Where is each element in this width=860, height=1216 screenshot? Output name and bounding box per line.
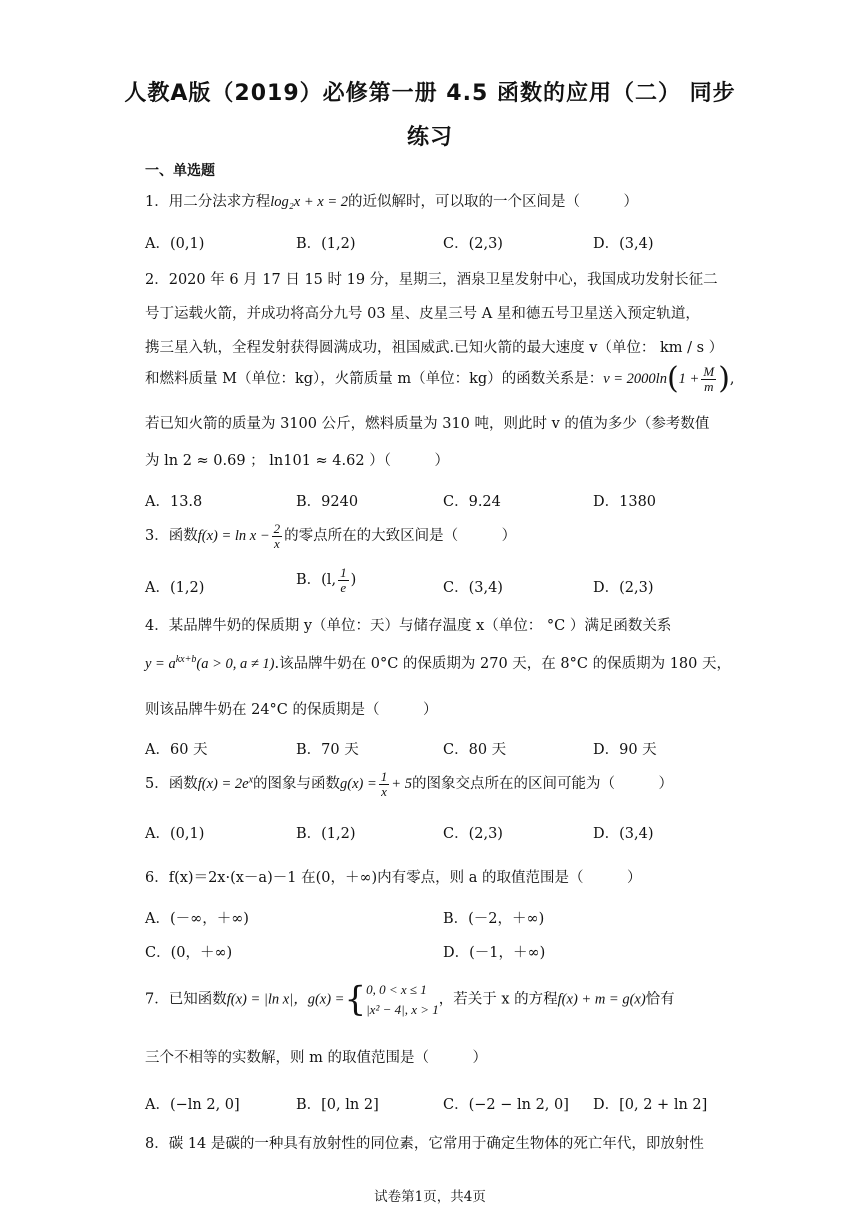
- q5-fraction: [379, 770, 390, 798]
- q5-option-d[interactable]: D．(3,4): [593, 826, 654, 842]
- q6-option-b[interactable]: B．(－2，＋∞): [443, 911, 545, 927]
- question-2-line2: 号丁运载火箭，并成功将高分九号 03 星、皮星三号 A 星和德五号卫星送入预定轨道，: [145, 306, 700, 322]
- q7-option-b[interactable]: B．[0, ln 2]: [296, 1097, 379, 1113]
- q5-frac-den: x: [381, 783, 387, 799]
- q5-option-c[interactable]: C．(2,3): [443, 826, 503, 842]
- q3-option-b-label: B．(l,: [296, 572, 337, 589]
- page-title: 人教A版（2019）必修第一册 4.5 函数的应用（二） 同步: [124, 81, 736, 106]
- q1-option-d[interactable]: D．(3,4): [593, 236, 654, 252]
- q2-option-b[interactable]: B．9240: [296, 494, 359, 510]
- q1-equation: log₂x + x = 2: [270, 194, 348, 210]
- question-2-line6: 为 ln 2 ≈ 0.69 ； ln101 ≈ 4.62 ）（ ）: [145, 453, 449, 469]
- q2-option-c[interactable]: C．9.24: [443, 494, 501, 510]
- q5-exponent: x: [248, 774, 254, 786]
- q1-text-tail: 的近似解时，可以取的一个区间是（ ）: [348, 194, 638, 210]
- right-paren: ): [718, 361, 730, 396]
- q7-option-d[interactable]: D．[0, 2 + ln 2]: [593, 1097, 708, 1113]
- q1-option-a[interactable]: A．(0,1): [145, 236, 205, 252]
- q5-formula-f: f(x) = 2e: [197, 776, 249, 793]
- piecewise-brace: {: [344, 979, 367, 1020]
- question-7-line2: 三个不相等的实数解，则 m 的取值范围是（ ）: [145, 1050, 487, 1066]
- question-4-line3: 则该品牌牛奶在 24°C 的保质期是（ ）: [145, 702, 438, 718]
- question-4-line1: 4．某品牌牛奶的保质期 y（单位：天）与储存温度 x（单位： °C ）满足函数关系: [145, 618, 672, 634]
- q3-optb-tail: ): [350, 572, 357, 589]
- question-4-line2: [145, 652, 731, 673]
- q2-option-a[interactable]: A．13.8: [145, 494, 203, 510]
- q7-case-1: 0, 0 < x ≤ 1: [366, 982, 427, 997]
- q7-piecewise-cases: [366, 980, 439, 1019]
- q4-condition: (a > 0, a ≠ 1): [196, 656, 275, 672]
- q3-frac-den: x: [274, 535, 280, 551]
- q3-option-b[interactable]: [296, 566, 356, 594]
- q5-frac-num: 1: [380, 769, 388, 784]
- q5-option-b[interactable]: B．(1,2): [296, 826, 356, 842]
- q6-option-d[interactable]: D．(－1，＋∞): [443, 945, 546, 961]
- q1-option-b[interactable]: B．(1,2): [296, 236, 356, 252]
- q6-option-c[interactable]: C．(0，＋∞): [145, 945, 233, 961]
- q3-optb-den: e: [340, 579, 347, 595]
- q3-option-b-fraction: [338, 566, 349, 594]
- q3-fraction: [272, 522, 283, 550]
- q4-option-c[interactable]: C．80 天: [443, 742, 507, 758]
- question-2-line1: 2．2020 年 6 月 17 日 15 时 19 分，星期三，酒泉卫星发射中心，我国成功发射长征二: [145, 272, 718, 288]
- q2-frac-num: M: [703, 363, 715, 379]
- q5-formula-g: g(x) =: [340, 776, 377, 793]
- q7-formula-f: f(x) = |ln x|，: [226, 991, 308, 1008]
- q3-optb-num: 1: [340, 565, 347, 580]
- left-paren: (: [666, 361, 679, 396]
- q2-comma: ,: [729, 371, 735, 387]
- q2-frac-den: m: [704, 378, 714, 394]
- question-5-stem: [145, 770, 673, 798]
- page-title-continued: 练习: [406, 125, 453, 150]
- q7-text-mid: ，若关于 x 的方程: [438, 991, 558, 1008]
- q2-text: 和燃料质量 M（单位：kg），火箭质量 m（单位：kg）的函数关系是：: [145, 371, 604, 387]
- question-7-stem: [145, 980, 675, 1019]
- q4-option-a[interactable]: A．60 天: [145, 742, 208, 758]
- q3-option-a[interactable]: A．(1,2): [145, 580, 205, 596]
- section-heading: 一、单选题: [145, 163, 215, 179]
- question-1-stem: [145, 190, 638, 211]
- q7-option-c[interactable]: C．(−2 − ln 2, 0]: [443, 1097, 569, 1113]
- q5-text-mid: 的图象与函数: [253, 776, 341, 793]
- q5-formula-tail: + 5: [391, 776, 412, 793]
- question-3-stem: [145, 522, 516, 550]
- page-footer: 试卷第1页，共4页: [374, 1189, 486, 1205]
- question-6-stem: 6．f(x)＝2x·(x－a)－1 在(0，＋∞)内有零点，则 a 的取值范围是（ ）: [145, 870, 642, 886]
- q3-text: 3．函数: [145, 528, 198, 545]
- q2-option-d[interactable]: D．1380: [593, 494, 657, 510]
- q3-text-tail: 的零点所在的大致区间是（ ）: [284, 528, 517, 545]
- q2-formula-one: 1 +: [678, 371, 700, 387]
- q7-option-a[interactable]: A．(−ln 2, 0]: [145, 1097, 240, 1113]
- question-2-line5: 若已知火箭的质量为 3100 公斤，燃料质量为 310 吨，则此时 v 的值为多少（参考数值: [145, 416, 710, 432]
- q3-frac-num: 2: [273, 521, 281, 536]
- q6-option-a[interactable]: A．(－∞，＋∞): [145, 911, 249, 927]
- q4-formula: y = a: [145, 656, 176, 672]
- q4-option-d[interactable]: D．90 天: [593, 742, 657, 758]
- q2-fraction: [701, 365, 716, 393]
- q7-formula-g: g(x) =: [307, 991, 345, 1008]
- q5-text-tail: 的图象交点所在的区间可能为（ ）: [411, 776, 673, 793]
- q3-option-d[interactable]: D．(2,3): [593, 580, 654, 596]
- q5-option-a[interactable]: A．(0,1): [145, 826, 205, 842]
- q2-formula-lhs: v = 2000ln: [603, 371, 667, 387]
- q1-text: 1．用二分法求方程: [145, 194, 271, 210]
- q4-text: .该品牌牛奶在 0°C 的保质期为 270 天，在 8°C 的保质期为 180 天，: [274, 656, 731, 672]
- q5-text: 5．函数: [145, 776, 198, 793]
- q4-exponent: kx+b: [175, 654, 197, 666]
- q7-case-2: |x² − 4|, x > 1: [366, 1001, 439, 1017]
- q7-text: 7．已知函数: [145, 991, 227, 1008]
- q7-text-tail: 恰有: [645, 991, 675, 1008]
- q4-option-b[interactable]: B．70 天: [296, 742, 359, 758]
- q3-option-c[interactable]: C．(3,4): [443, 580, 503, 596]
- q3-formula: f(x) = ln x −: [197, 528, 270, 545]
- q7-equation: f(x) + m = g(x): [557, 991, 646, 1008]
- question-2-line3: 携三星入轨，全程发射获得圆满成功，祖国威武.已知火箭的最大速度 v（单位： km / s ）: [145, 340, 724, 356]
- q1-option-c[interactable]: C．(2,3): [443, 236, 503, 252]
- question-2-line4: [145, 361, 735, 396]
- question-8-line1: 8．碳 14 是碳的一种具有放射性的同位素，它常用于确定生物体的死亡年代，即放射性: [145, 1136, 704, 1152]
